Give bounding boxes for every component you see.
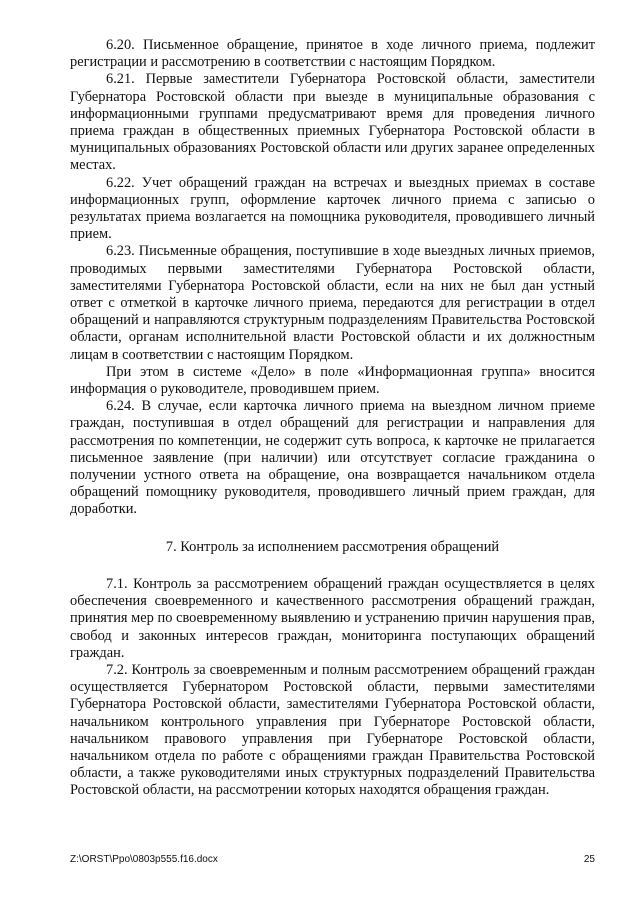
document-page — [70, 37, 595, 800]
paragraph-6-23-note: При этом в системе «Дело» в поле «Информационная группа» вносится информация о руководителе, проводившем прием. — [70, 363, 595, 398]
footer-file-path: Z:\ORST\Ppo\0803p555.f16.docx — [70, 854, 218, 865]
paragraph-6-20: 6.20. Письменное обращение, принятое в ходе личного приема, подлежит регистрации и рассмотрению в соответствии с настоящим Порядком. — [70, 37, 595, 71]
section-heading: 7. Контроль за исполнением рассмотрения обращений — [165, 538, 500, 555]
paragraph-6-24: 6.24. В случае, если карточка личного приема на выездном личном приеме граждан, поступившая в отдел обращений для регистрации и направления для рассмотрения по компетенции, не содержит суть вопроса, к карточке не прилагается письменное заявление (при наличии) или отсутствует согласие гражданина о получении устного ответа на обращение, она возвращается начальником отдела обращений помощнику руководителя, проводившего личный прием граждан, для доработки. — [70, 398, 595, 518]
paragraph-6-22: 6.22. Учет обращений граждан на встречах и выездных приемах в составе информационных групп, оформление карточек личного приема с записью о результатах приема возлагается на помощника руководителя, проводившего личный прием. — [70, 174, 595, 243]
paragraph-7-1: 7.1. Контроль за рассмотрением обращений граждан осуществляется в целях обеспечения своевременного и качественного рассмотрения обращений граждан, принятия мер по своевременному выявлению и устранению причин нарушения прав, свобод и законных интересов граждан, мониторинга поступающих обращений граждан. — [70, 575, 595, 661]
paragraph-7-2: 7.2. Контроль за своевременным и полным рассмотрением обращений граждан осуществляется Губернатором Ростовской области, первыми заместителями Губернатора Ростовской области, заместителями Губернатора Ростовской области, начальником контрольного управления при Губернаторе Ростовской области, начальником правового управления при Губернаторе Ростовской области, начальником отдела по работе с обращениями граждан Правительства Ростовской области, а также руководителями иных структурных подразделений Правительства Ростовской области, на рассмотрении которых находятся обращения граждан. — [70, 661, 595, 799]
page-number: 25 — [583, 854, 595, 865]
paragraph-6-23: 6.23. Письменные обращения, поступившие в ходе выездных личных приемов, проводимых первыми заместителями Губернатора Ростовской области, заместителями Губернатора Ростовской области, если на них не был дан устный ответ с отметкой в карточке личного приема, передаются для регистрации в отдел обращений и направляются структурным подразделениям Правительства Ростовской области, органам исполнительной власти Ростовской области и их должностным лицам в соответствии с настоящим Порядком. — [70, 243, 595, 363]
paragraph-6-21: 6.21. Первые заместители Губернатора Ростовской области, заместители Губернатора Ростовской области при выезде в муниципальные образования с информационными группами предусматривают время для проведения личного приема граждан в общественных приемных Губернатора Ростовской области в муниципальных образованиях Ростовской области или других заранее определенных местах. — [70, 71, 595, 174]
